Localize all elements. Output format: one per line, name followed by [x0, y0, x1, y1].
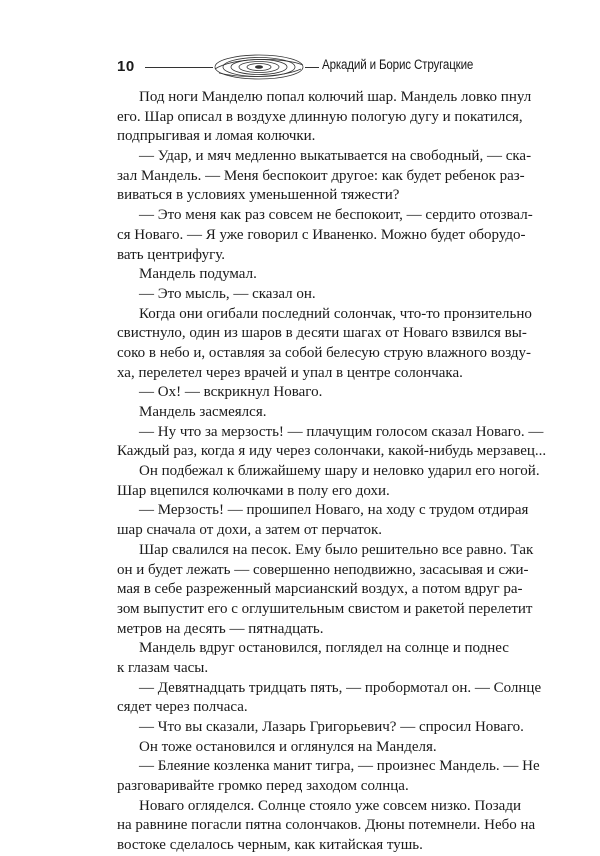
text-line: Мандель засмеялся.: [139, 404, 267, 420]
text-line: Шар вцепился колючками в полу его дохи.: [117, 482, 390, 499]
page-number: 10: [117, 58, 135, 75]
text-line: — Ну что за мерзость! — плачущим голосом сказал Новаго. —: [139, 423, 544, 440]
text-line: его. Шар описал в воздухе длинную пологую дугу и покатился,: [117, 108, 523, 125]
text-line: зал Мандель. — Меня беспокоит другое: как будет ребенок раз-: [117, 167, 525, 184]
text-line: Мандель подумал.: [139, 266, 257, 283]
text-line: Он тоже остановился и оглянулся на Манделя.: [139, 738, 437, 755]
text-line: Под ноги Манделю попал колючий шар. Мандель ловко пнул: [139, 89, 532, 105]
text-line: — Удар, и мяч медленно выкатывается на свободный, — ска-: [139, 148, 532, 165]
header-rule-right: [305, 67, 319, 68]
text-line: востоке сделалось черным, как китайская тушь.: [117, 837, 423, 854]
text-line: — Блеяние козленка манит тигра, — произнес Мандель. — Не: [139, 758, 540, 775]
text-line: — Девятнадцать тридцать пять, — пробормотал он. — Солнце: [139, 679, 542, 696]
text-line: разговаривайте громко перед заходом солнца.: [117, 778, 409, 795]
header-rule-left: [145, 67, 213, 68]
text-line: шар сначала от дохи, а затем от перчаток.: [117, 522, 383, 539]
text-line: виваться в условиях уменьшенной тяжести?: [117, 187, 400, 204]
text-line: ся Новаго. — Я уже говорил с Иваненко. Можно будет оборудо-: [117, 226, 526, 243]
text-line: — Это мысль, — сказал он.: [139, 285, 316, 302]
page-header: [117, 52, 493, 82]
text-line: — Ох! — вскрикнул Новаго.: [139, 384, 323, 401]
body-text: [117, 88, 547, 856]
text-line: свистнуло, один из шаров в десяти шагах от Новаго взвился вы-: [117, 325, 527, 342]
text-line: — Это меня как раз совсем не беспокоит, — сердито отозвал-: [139, 207, 533, 224]
text-line: он и будет лежать — совершенно неподвижно, засасывая и сжи-: [117, 561, 529, 578]
text-line: подпрыгивая и ломая колючки.: [117, 128, 316, 145]
text-line: на равнине погасли пятна солончаков. Дюны потемнели. Небо на: [117, 817, 536, 834]
text-line: Мандель вдруг остановился, поглядел на солнце и поднес: [139, 640, 509, 657]
text-line: Когда они огибали последний солончак, что-то пронзительно: [139, 305, 532, 322]
text-line: Он подбежал к ближайшему шару и неловко ударил его ногой.: [139, 463, 540, 480]
text-line: мая в себе разреженный марсианский воздух, а потом вдруг ра-: [117, 581, 523, 598]
text-line: ха, перелетел через врачей и упал в центре солончака.: [117, 364, 463, 381]
spiral-galaxy-icon: [213, 53, 305, 81]
text-line: вать центрифугу.: [117, 246, 226, 263]
text-line: к глазам часы.: [117, 659, 209, 676]
text-line: Каждый раз, когда я иду через солончаки, какой-нибудь мерзавец...: [117, 443, 547, 460]
text-line: Новаго огляделся. Солнце стояло уже совсем низко. Позади: [139, 797, 521, 814]
text-line: сядет через полчаса.: [117, 699, 248, 716]
text-line: — Мерзость! — прошипел Новаго, на ходу с трудом отдирая: [139, 502, 529, 519]
text-line: метров на десять — пятнадцать.: [117, 620, 324, 637]
text-line: Шар свалился на песок. Ему было решительно все равно. Так: [139, 541, 534, 558]
text-line: зом выпустит его с оглушительным свистом и ракетой перелетит: [117, 600, 533, 617]
text-line: соко в небо и, оставляя за собой белесую струю влажного возду-: [117, 344, 531, 361]
text-line: — Что вы сказали, Лазарь Григорьевич? — спросил Новаго.: [139, 719, 524, 735]
running-head: Аркадий и Борис Стругацкие: [322, 57, 474, 72]
